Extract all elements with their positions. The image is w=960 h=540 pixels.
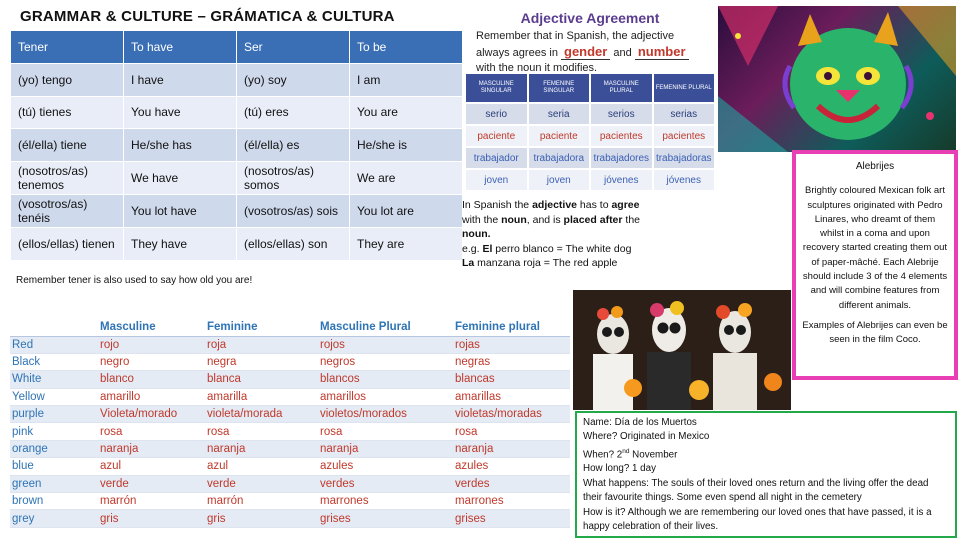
verb-table <box>10 30 463 261</box>
muertos-how-is-it: How is it? Although we are remembering our loved ones that have passed, it is a happy celebration of their lives. <box>583 506 932 533</box>
note-text: , and is <box>526 213 564 226</box>
adjective-grid-cell: trabajadora <box>529 148 590 168</box>
adjective-grid-cell: seria <box>529 104 590 124</box>
verb-table-header-row <box>11 31 463 64</box>
adjective-grid-cell: serios <box>591 104 652 124</box>
muertos-label: Name: <box>583 417 615 428</box>
colour-cell: gris <box>98 510 205 527</box>
note-bold: placed after <box>563 213 623 226</box>
dia-de-los-muertos-info-box <box>575 411 957 538</box>
verb-header-cell: Tener <box>11 31 124 64</box>
colour-english: brown <box>10 493 98 510</box>
colour-header-cell: Masculine <box>98 318 205 336</box>
alebrije-image <box>718 6 956 152</box>
colour-english: purple <box>10 406 98 423</box>
muertos-name: Día de los Muertos <box>614 417 697 428</box>
colour-cell: verde <box>98 475 205 492</box>
verb-cell: You lot have <box>124 194 237 227</box>
catrinas-illustration <box>573 290 791 410</box>
colour-cell: marrón <box>205 493 318 510</box>
note-text: manzana <box>474 257 524 269</box>
colour-english: White <box>10 371 98 388</box>
note-text: = The red apple <box>540 257 618 269</box>
colour-english: orange <box>10 440 98 457</box>
verb-cell: You have <box>124 96 237 129</box>
colour-cell: azul <box>98 458 205 475</box>
colour-cell: verdes <box>453 475 570 492</box>
adjective-grid-cell: jóvenes <box>654 170 715 190</box>
verb-cell: I am <box>350 63 463 96</box>
colour-cell: rosa <box>318 423 453 440</box>
table-row <box>10 371 570 388</box>
verb-cell: He/she has <box>124 129 237 162</box>
colour-english: Black <box>10 353 98 370</box>
note-text: the <box>622 213 641 226</box>
verb-cell: (tú) tienes <box>11 96 124 129</box>
colour-cell: blanca <box>205 371 318 388</box>
verb-cell: (yo) tengo <box>11 63 124 96</box>
verb-cell: (nosotros/as) tenemos <box>11 162 124 195</box>
verb-cell: (él/ella) es <box>237 129 350 162</box>
table-row <box>10 353 570 370</box>
table-row <box>10 423 570 440</box>
note-text: has to <box>577 199 612 211</box>
adjective-grid <box>466 74 714 190</box>
verb-cell: I have <box>124 63 237 96</box>
colour-table <box>10 318 570 528</box>
note-bold: La <box>462 257 475 269</box>
colour-cell: verdes <box>318 475 453 492</box>
colour-cell: rojo <box>98 336 205 353</box>
alebrijes-coco-note: Examples of Alebrijes can even be seen in the film Coco. <box>802 319 948 346</box>
colour-cell: amarillo <box>98 388 205 405</box>
alebrijes-description: Brightly coloured Mexican folk art sculptures originated with Pedro Linares, who dreamt of them whilst in a coma and upon recovery started creating them out of paper-mâché. Each Alebrije should include 3 of the 4 elements and will combine features from different animals. <box>802 185 948 311</box>
colour-cell: blancos <box>318 371 453 388</box>
colour-cell: grises <box>453 510 570 527</box>
colour-cell: Violeta/morado <box>98 406 205 423</box>
adjective-agreement-title: Adjective Agreement <box>520 10 660 26</box>
colour-cell: violetos/morados <box>318 406 453 423</box>
muertos-what-happens: What happens: The souls of their loved ones return and the living offer the dead their favourite things. Some even spend all night in the cemetery <box>583 477 929 504</box>
colour-cell: violetas/moradas <box>453 406 570 423</box>
colour-cell: naranja <box>453 440 570 457</box>
verb-cell: (tú) eres <box>237 96 350 129</box>
colour-cell: naranja <box>318 440 453 457</box>
colour-cell: rosa <box>453 423 570 440</box>
colour-cell: verde <box>205 475 318 492</box>
note-text: In Spanish the <box>462 199 533 211</box>
colour-cell: negras <box>453 353 570 370</box>
verb-cell: (yo) soy <box>237 63 350 96</box>
note-text: with the <box>462 213 502 226</box>
colour-cell: marrones <box>453 493 570 510</box>
muertos-when-line <box>583 445 949 463</box>
colour-cell: marrones <box>318 493 453 510</box>
adjective-grid-cell: paciente <box>466 126 527 146</box>
adjective-grid-cell: jóvenes <box>591 170 652 190</box>
colour-cell: azules <box>318 458 453 475</box>
colour-cell: negro <box>98 353 205 370</box>
colour-cell: rosa <box>205 423 318 440</box>
alebrijes-title: Alebrijes <box>855 161 895 172</box>
colour-cell: violeta/morada <box>205 406 318 423</box>
colour-english: pink <box>10 423 98 440</box>
note-text: e.g. <box>462 242 483 255</box>
colour-cell: roja <box>205 336 318 353</box>
colour-cell: blanco <box>98 371 205 388</box>
colour-english: Yellow <box>10 388 98 405</box>
adjective-grid-header: MASCULINE PLURAL <box>591 74 652 102</box>
note-text: = The white dog <box>553 242 632 255</box>
colour-header-cell: Feminine plural <box>453 318 570 336</box>
verb-cell: You are <box>350 96 463 129</box>
muertos-when-suffix: nd <box>622 447 630 455</box>
table-row <box>10 493 570 510</box>
adjective-grid-cell: trabajadores <box>591 148 652 168</box>
colour-header-cell: Feminine <box>205 318 318 336</box>
colour-cell: azules <box>453 458 570 475</box>
adjective-grid-cell: joven <box>466 170 527 190</box>
muertos-name-line <box>583 416 949 430</box>
alebrije-illustration <box>718 6 956 152</box>
note-bold: noun. <box>462 228 491 240</box>
table-row <box>11 63 463 96</box>
verb-cell: They have <box>124 227 237 260</box>
colour-english: grey <box>10 510 98 527</box>
verb-cell: (vosotros/as) tenéis <box>11 194 124 227</box>
table-row <box>10 388 570 405</box>
table-row <box>10 475 570 492</box>
colour-cell: naranja <box>98 440 205 457</box>
verb-cell: We have <box>124 162 237 195</box>
muertos-when: When? 2 <box>583 449 623 461</box>
note-text: roja <box>523 257 541 269</box>
colour-cell: amarilla <box>205 388 318 405</box>
table-row <box>10 440 570 457</box>
colour-cell: naranja <box>205 440 318 457</box>
page-title: GRAMMAR & CULTURE – GRÁMATICA & CULTURA <box>20 8 395 25</box>
colour-cell: rojas <box>453 336 570 353</box>
table-row <box>11 162 463 195</box>
colour-cell: rojos <box>318 336 453 353</box>
verb-header-cell: To have <box>124 31 237 64</box>
verb-cell: He/she is <box>350 129 463 162</box>
table-row <box>10 510 570 527</box>
adjective-text-start: Remember that in Spanish, the adjective always agrees in <box>476 30 675 59</box>
colour-cell: amarillas <box>453 388 570 405</box>
colour-cell: negros <box>318 353 453 370</box>
adjective-grid-header: FEMENINE PLURAL <box>654 74 715 102</box>
note-bold: adjective <box>532 199 578 211</box>
alebrijes-info-box <box>792 150 958 380</box>
adjective-grid-cell: trabajadoras <box>654 148 715 168</box>
colour-header-cell <box>10 318 98 336</box>
table-row <box>10 336 570 353</box>
adjective-grid-cell: serias <box>654 104 715 124</box>
adjective-grid-header: FEMENINE SINGULAR <box>529 74 590 102</box>
adjective-text-end: with the noun it modifies. <box>476 62 598 74</box>
adjective-agreement-panel <box>466 8 714 188</box>
word-number: number <box>635 44 689 60</box>
verb-header-cell: Ser <box>237 31 350 64</box>
table-row <box>10 406 570 423</box>
adjective-grid-cell: paciente <box>529 126 590 146</box>
verb-cell: (vosotros/as) sois <box>237 194 350 227</box>
muertos-how-long: How long? 1 day <box>583 463 656 475</box>
verb-cell: (nosotros/as) somos <box>237 162 350 195</box>
colour-cell: negra <box>205 353 318 370</box>
adjective-agreement-text <box>466 26 714 76</box>
muertos-when-month: November <box>629 449 678 461</box>
table-row <box>11 194 463 227</box>
colour-cell: rosa <box>98 423 205 440</box>
verb-cell: (él/ella) tiene <box>11 129 124 162</box>
verb-header-cell: To be <box>350 31 463 64</box>
verb-cell: (ellos/ellas) tienen <box>11 227 124 260</box>
table-row <box>10 458 570 475</box>
colour-english: blue <box>10 458 98 475</box>
tener-note: Remember tener is also used to say how old you are! <box>16 275 253 286</box>
dia-de-los-muertos-photo <box>573 290 791 410</box>
colour-cell: amarillos <box>318 388 453 405</box>
adjective-grid-cell: pacientes <box>654 126 715 146</box>
verb-cell: (ellos/ellas) son <box>237 227 350 260</box>
adjective-grid-cell: trabajador <box>466 148 527 168</box>
colour-cell: azul <box>205 458 318 475</box>
verb-cell: You lot are <box>350 194 463 227</box>
colour-cell: gris <box>205 510 318 527</box>
word-gender: gender <box>561 44 610 60</box>
note-bold: El <box>482 242 493 255</box>
colour-english: green <box>10 475 98 492</box>
table-row <box>11 96 463 129</box>
adjective-grid-cell: pacientes <box>591 126 652 146</box>
verb-cell: We are <box>350 162 463 195</box>
colour-header-cell: Masculine Plural <box>318 318 453 336</box>
adjective-placement-note <box>462 198 692 271</box>
note-bold: noun <box>501 213 527 226</box>
note-bold: agree <box>611 199 640 211</box>
word-and: and <box>613 47 632 59</box>
colour-table-header-row <box>10 318 570 336</box>
note-text: perro <box>492 242 523 255</box>
note-text: blanco <box>522 242 554 255</box>
colour-cell: grises <box>318 510 453 527</box>
colour-cell: blancas <box>453 371 570 388</box>
colour-english: Red <box>10 336 98 353</box>
table-row <box>11 129 463 162</box>
table-row <box>11 227 463 260</box>
adjective-grid-header: MASCULINE SINGULAR <box>466 74 527 102</box>
muertos-where: Where? Originated in Mexico <box>583 431 710 443</box>
verb-cell: They are <box>350 227 463 260</box>
adjective-grid-cell: serio <box>466 104 527 124</box>
adjective-grid-cell: joven <box>529 170 590 190</box>
colour-cell: marrón <box>98 493 205 510</box>
